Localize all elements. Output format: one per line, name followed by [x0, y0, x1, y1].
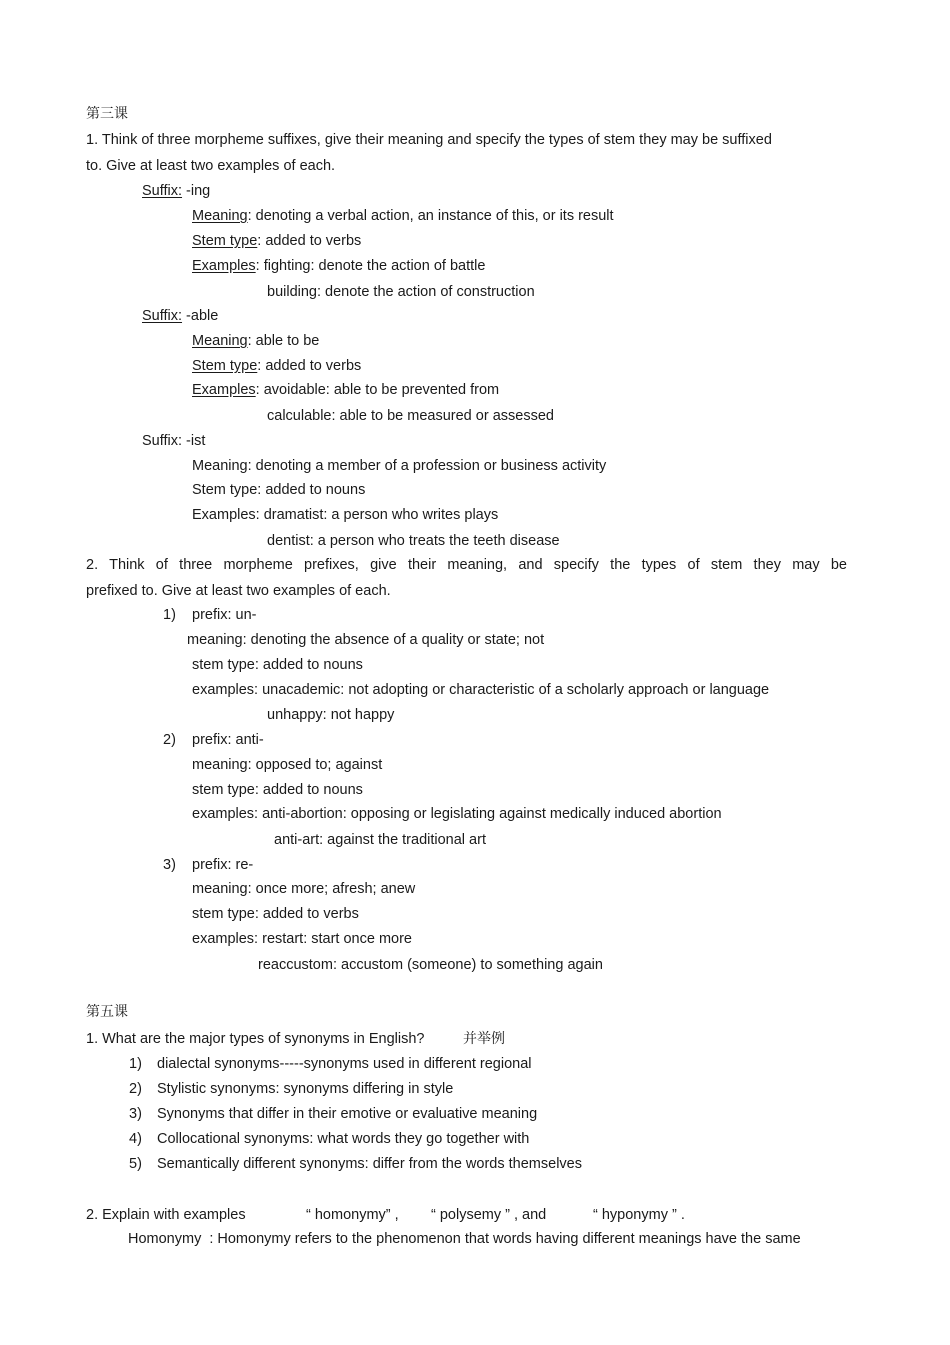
synonym-type-2: Stylistic synonyms: synonyms differing in style [157, 1081, 454, 1097]
synonym-type-1-number: 1) [129, 1056, 142, 1072]
suffix-ist-stem-type: Stem type: added to nouns [192, 482, 366, 498]
prefix-2-number: 2) [163, 732, 176, 748]
explain-question-prefix: 2. Explain with examples [86, 1207, 246, 1223]
prefix-anti-meaning: meaning: opposed to; against [192, 757, 383, 773]
suffix-able-example-2: calculable: able to be measured or assessed [267, 408, 554, 424]
suffix-able-meaning: Meaning: able to be [192, 333, 320, 349]
prefix-anti-example-2: anti-art: against the traditional art [274, 832, 486, 848]
synonym-type-4: Collocational synonyms: what words they go together with [157, 1131, 530, 1147]
question-1-line-1: 1. Think of three morpheme suffixes, give their meaning and specify the types of stem they may be suffixed [86, 132, 772, 148]
prefix-re-examples: examples: restart: start once more [192, 931, 412, 947]
suffix-ing-meaning: Meaning: denoting a verbal action, an instance of this, or its result [192, 208, 614, 224]
suffix-able-stem-type: Stem type: added to verbs [192, 358, 362, 374]
suffix-able-examples: Examples: avoidable: able to be prevented from [192, 382, 500, 398]
suffix-ist-meaning: Meaning: denoting a member of a profession or business activity [192, 458, 607, 474]
synonyms-question: 1. What are the major types of synonyms in English? [86, 1031, 425, 1047]
synonym-type-5: Semantically different synonyms: differ from the words themselves [157, 1156, 582, 1172]
synonym-type-4-number: 4) [129, 1131, 142, 1147]
prefix-un-examples: examples: unacademic: not adopting or characteristic of a scholarly approach or language [192, 682, 770, 698]
prefix-un-example-2: unhappy: not happy [267, 707, 395, 723]
lesson-3-heading: 第三课 [86, 106, 128, 122]
homonymy-definition: Homonymy : Homonymy refers to the phenomenon that words having different meanings have the same [128, 1231, 801, 1247]
suffix-ing-example-2: building: denote the action of construction [267, 284, 535, 300]
prefix-anti-stem-type: stem type: added to nouns [192, 782, 363, 798]
prefix-anti-examples: examples: anti-abortion: opposing or legislating against medically induced abortion [192, 806, 722, 822]
term-hyponymy: “ hyponymy ” . [593, 1207, 685, 1223]
synonym-type-1: dialectal synonyms-----synonyms used in different regional [157, 1056, 532, 1072]
suffix-able: Suffix: -able [142, 308, 219, 324]
question-2-line-1: 2. Think of three morpheme prefixes, give their meaning, and specify the types of stem they may be [86, 557, 847, 573]
suffix-ing-stem-type: Stem type: added to verbs [192, 233, 362, 249]
term-polysemy: “ polysemy ” , and [431, 1207, 547, 1223]
prefix-re-example-2: reaccustom: accustom (someone) to something again [258, 957, 603, 973]
suffix-ist: Suffix: -ist [142, 433, 206, 449]
term-homonymy: “ homonymy” , [306, 1207, 399, 1223]
question-2-line-2: prefixed to. Give at least two examples of each. [86, 583, 391, 599]
prefix-re-meaning: meaning: once more; afresh; anew [192, 881, 416, 897]
prefix-1-number: 1) [163, 607, 176, 623]
prefix-un-stem-type: stem type: added to nouns [192, 657, 363, 673]
prefix-re: prefix: re- [192, 857, 254, 873]
suffix-ist-examples: Examples: dramatist: a person who writes plays [192, 507, 499, 523]
suffix-ist-example-2: dentist: a person who treats the teeth disease [267, 533, 560, 549]
prefix-anti: prefix: anti- [192, 732, 264, 748]
suffix-ing: Suffix: -ing [142, 183, 211, 199]
synonyms-question-note: 并举例 [463, 1031, 505, 1047]
prefix-3-number: 3) [163, 857, 176, 873]
prefix-re-stem-type: stem type: added to verbs [192, 906, 359, 922]
suffix-ing-examples: Examples: fighting: denote the action of battle [192, 258, 486, 274]
question-1-line-2: to. Give at least two examples of each. [86, 158, 336, 174]
prefix-un: prefix: un- [192, 607, 257, 623]
synonym-type-5-number: 5) [129, 1156, 142, 1172]
synonym-type-2-number: 2) [129, 1081, 142, 1097]
prefix-un-meaning: meaning: denoting the absence of a quality or state; not [187, 632, 545, 648]
synonym-type-3: Synonyms that differ in their emotive or evaluative meaning [157, 1106, 538, 1122]
synonym-type-3-number: 3) [129, 1106, 142, 1122]
lesson-5-heading: 第五课 [86, 1004, 128, 1020]
